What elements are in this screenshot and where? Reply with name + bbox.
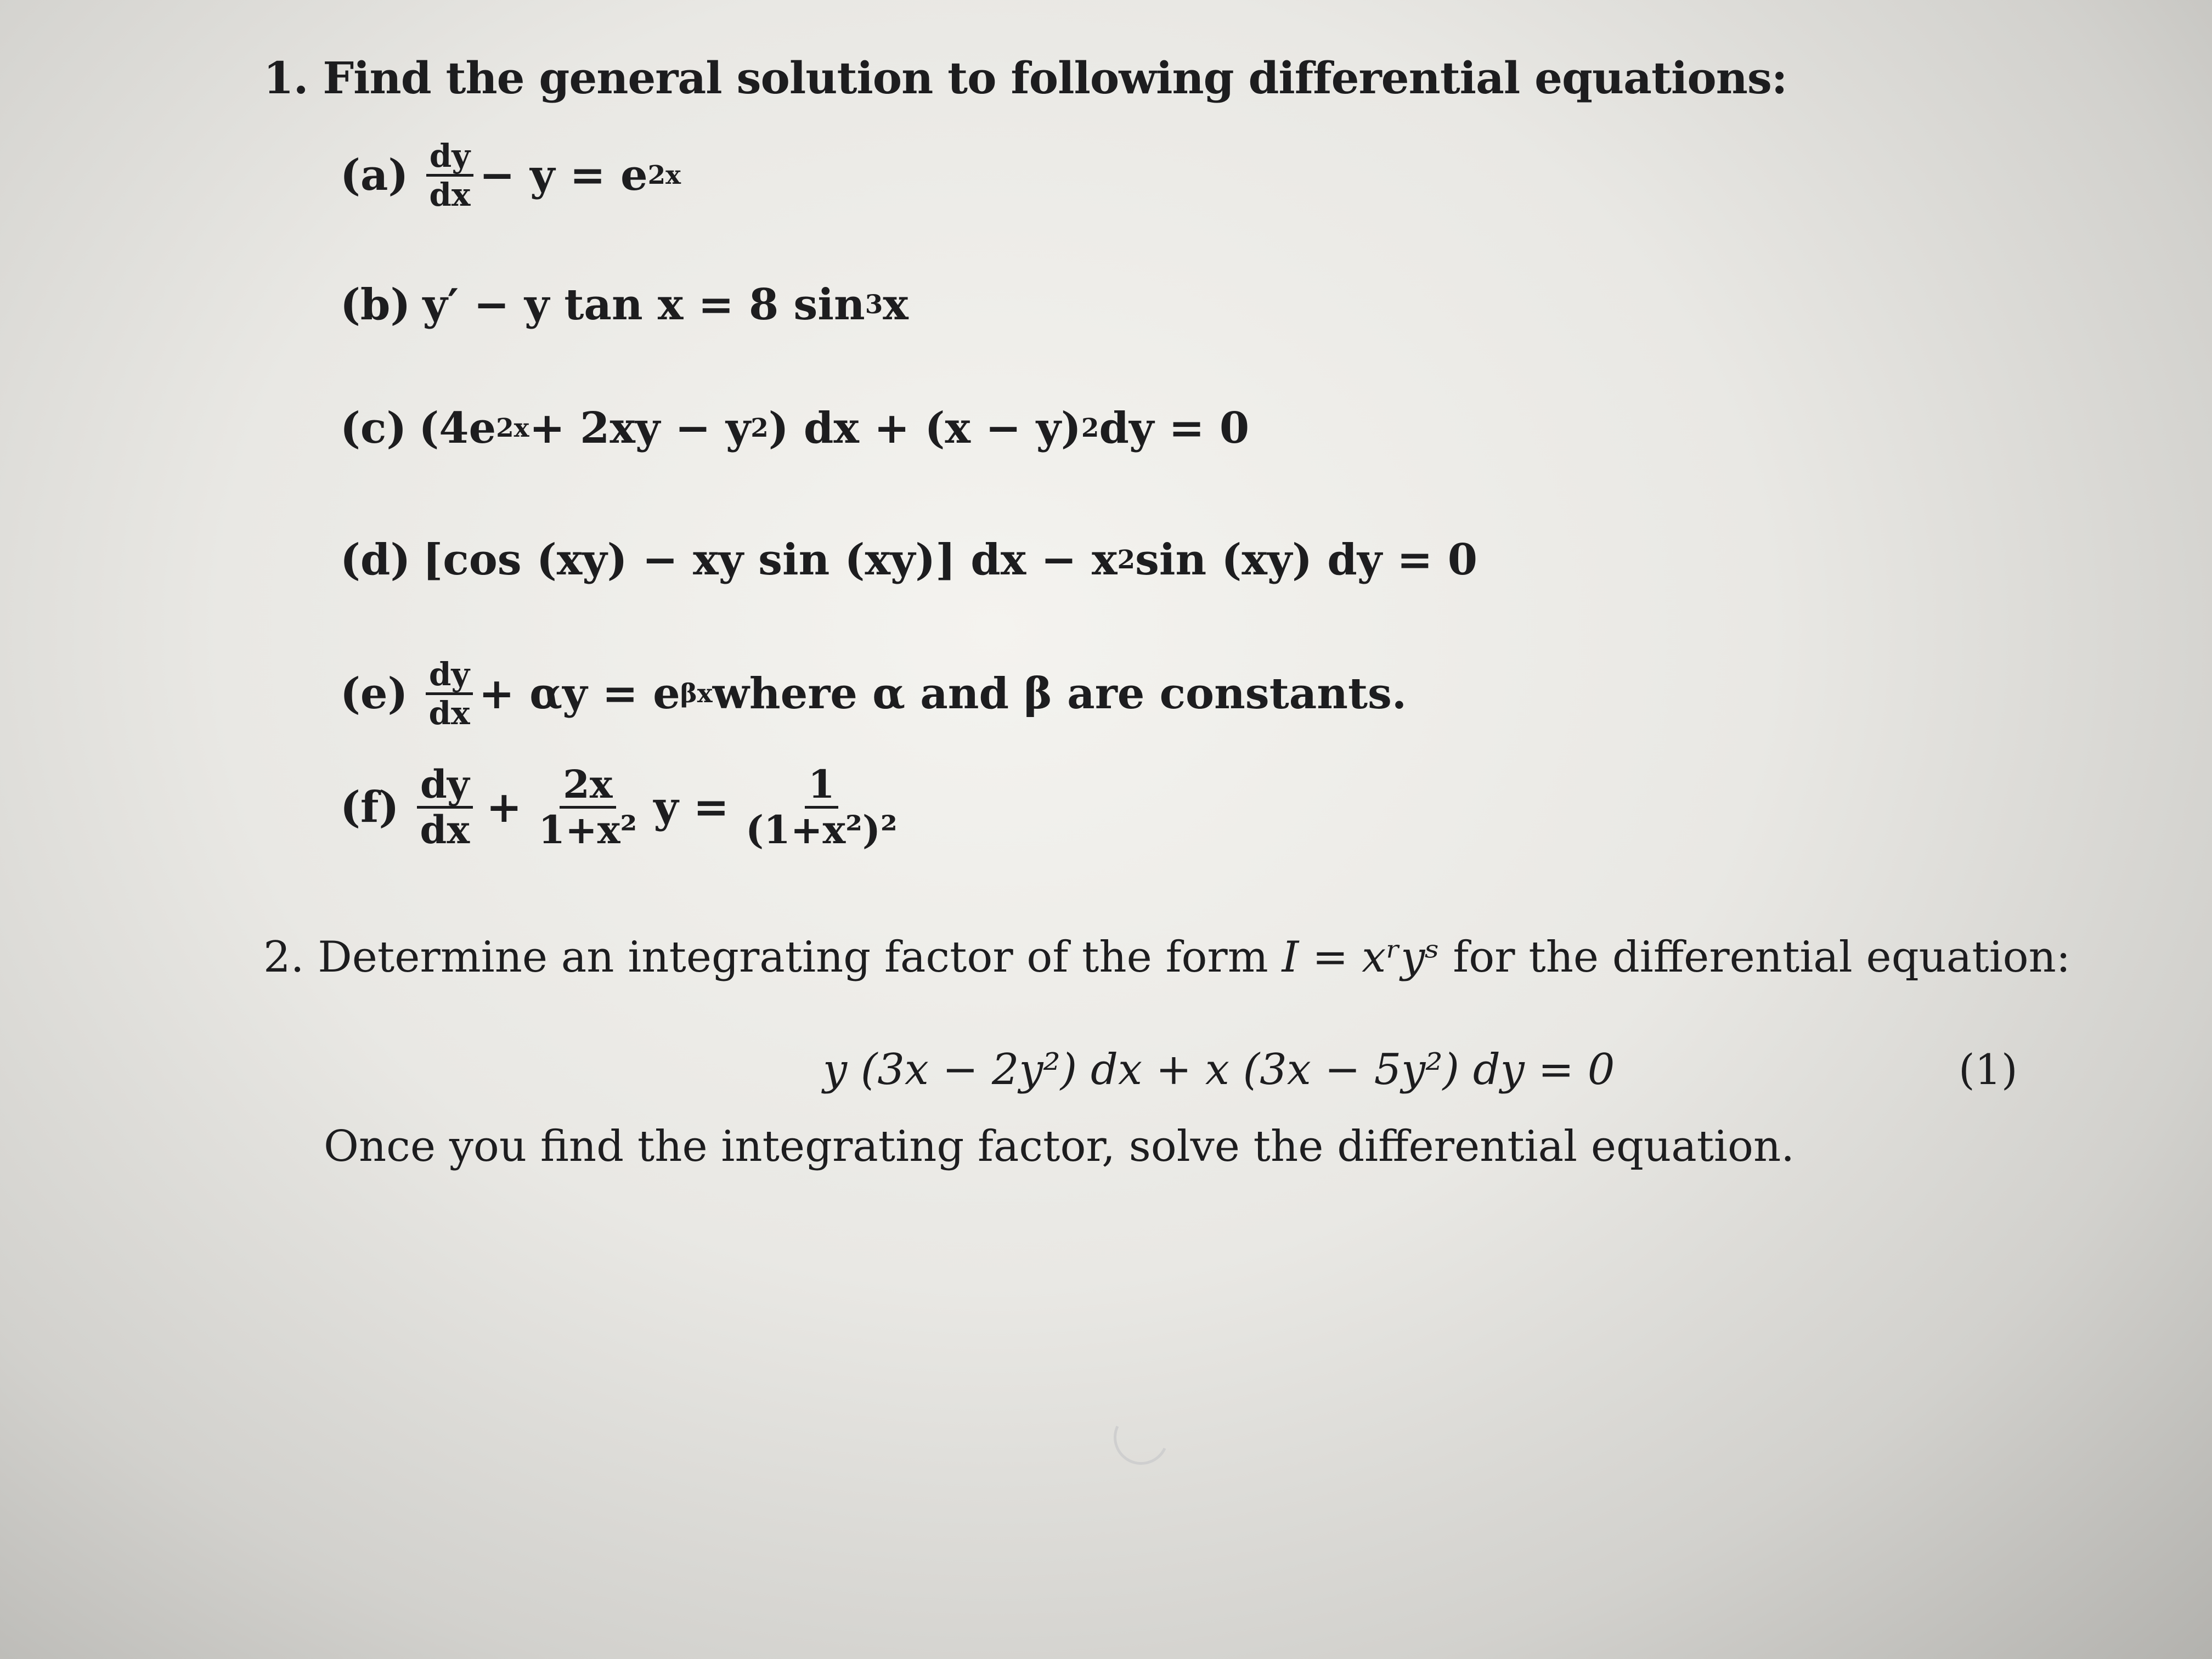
part-c-equation: (4e 2x + 2xy − y 2 ) dx + (x − y) 2 dy = 0: [419, 403, 1250, 453]
part-f-equation: $\frac{dy}{dx}$ + $\frac{2x}{\text{1+x²}}$ y = $\frac{1}{\text{(1+x²)²}}$: [411, 765, 906, 849]
part-c-label: (c): [340, 403, 407, 453]
part-f-label: (f): [340, 782, 399, 832]
part-b-label: (b): [340, 280, 411, 330]
part-d-label: (d): [340, 535, 411, 585]
part-e-label: (e): [340, 669, 408, 719]
part-b-equation: y′ − y tan x = 8 sin: [422, 280, 865, 330]
part-a-label: (a): [340, 150, 409, 200]
part-a: (a) $\frac{dy}{dx}$ − y = e 2x: [340, 137, 681, 213]
part-a-equation: − y = e: [479, 150, 648, 200]
question-2-instruction: Once you find the integrating factor, solve the differential equation.: [324, 1122, 1795, 1171]
pen-smudge: [1106, 1402, 1176, 1472]
part-e: (e) $\frac{dy}{dx}$ + αy = e βx where α and β are constants.: [340, 656, 1407, 732]
integrating-factor-form: I = xʳyˢ: [1282, 933, 1440, 982]
part-f: [340, 761, 906, 853]
part-b: (b) y′ − y tan x = 8 sin 3 x: [340, 280, 909, 330]
part-d: (d) [cos (xy) − xy sin (xy)] dx − x 2 sin (xy) dy = 0: [340, 535, 1478, 585]
part-a-fraction: $\frac{dy}{dx}$: [426, 140, 473, 211]
part-d-equation: [cos (xy) − xy sin (xy)] dx − x: [422, 535, 1118, 585]
equation-number: (1): [1959, 1045, 2018, 1094]
part-c: [340, 403, 1249, 453]
question-2-equation: y (3x − 2y²) dx + x (3x − 5y²) dy = 0: [823, 1045, 1615, 1094]
part-e-equation: + αy = e: [478, 669, 680, 719]
question-1-heading: 1. Find the general solution to following differential equations:: [263, 52, 1787, 104]
question-2-heading: 2. Determine an integrating factor of the form I = xʳyˢ for the differential equation:: [263, 933, 2071, 982]
part-e-fraction: $\frac{dy}{dx}$: [425, 658, 473, 729]
